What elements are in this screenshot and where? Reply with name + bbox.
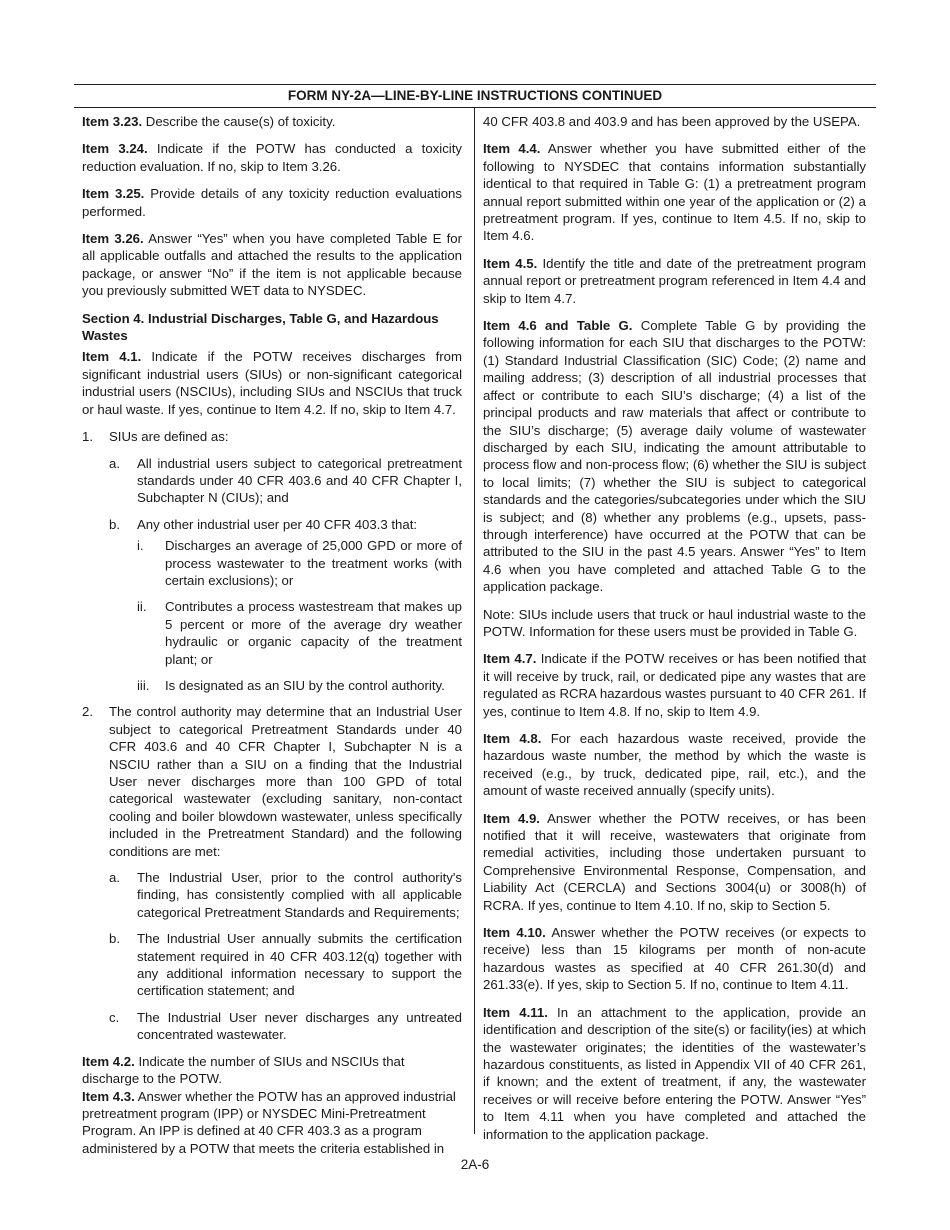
list-item: i. Discharges an average of 25,000 GPD or more of process wastewater to the treatment works (with certain exclusions); or [137, 538, 462, 588]
item-3-24: Item 3.24. Indicate if the POTW has conducted a toxicity reduction evaluation. If no, skip to Item 3.26. [82, 141, 462, 174]
item-4-8: Item 4.8. For each hazardous waste received, provide the hazardous waste number, the method by which the waste is received (e.g., by truck, dedicated pipe, rail, etc.), and the amount of waste received annually (specify units). [483, 731, 867, 799]
item-4-5: Item 4.5. Identify the title and date of the pretreatment program annual report or pretreatment program referenced in Item 4.4 and skip to Item 4.7. [483, 255, 866, 306]
list-item: c. The Industrial User never discharges any untreated concentrated wastewater. [109, 1009, 462, 1043]
list-item: b. Any other industrial user per 40 CFR 403.3 that: [109, 516, 418, 532]
item-3-26: Item 3.26. Answer “Yes” when you have completed Table E for all applicable outfalls and attached the results to the application package, or answer “No” if the item is not applicable because you previously submitted WET data to NYSDEC. [82, 231, 462, 299]
item-4-2: Item 4.2. Indicate the number of SIUs and NSCIUs that discharge to the POTW. [82, 1053, 405, 1087]
item-4-9: Item 4.9. Answer whether the POTW receives, or has been notified that it will receive, wastewaters that originate from remedial activities, including those undertaken pursuant to Comprehensive Environmental Response, Compensation, and Liability Act (CERCLA) and Sections 3004(u) or 3008(h) of RCRA. If yes, continue to Item 4.10. If no, skip to Section 5. [483, 810, 866, 913]
list-item: iii. Is designated as an SIU by the control authority. [137, 677, 445, 693]
right-column [483, 113, 866, 1153]
section-4-heading: Section 4. Industrial Discharges, Table G, and Hazardous Wastes [82, 310, 439, 344]
note: Note: SIUs include users that truck or haul industrial waste to the POTW. Information for these users must be provided in Table G. [483, 606, 866, 639]
page-number: 2A-6 [460, 1157, 490, 1172]
item-3-23: Item 3.23. Describe the cause(s) of toxicity. [82, 114, 336, 129]
item-4-4: Item 4.4. Answer whether you have submitted either of the following to NYSDEC that contains information substantially identical to that required in Table G: (1) a pretreatment program annual report submitted within one year of the application or (2) a pretreatment program. If yes, continue to Item 4.5. If no, skip to Item 4.6. [483, 141, 866, 244]
list-item: 2. The control authority may determine that an Industrial User subject to categorical Pretreatment Standards under 40 CFR 403.6 and 40 CFR Chapter I, Subchapter N is a NSCIU rather than a SIU on a finding that the Industrial User never discharges more than 100 GPD of total categorical wastewater (excluding sanitary, non-contact cooling and boiler blowdown wastewater, unless specifically included in the Pretreatment Standard) and the following conditions are met: [82, 704, 462, 859]
list-item: b. The Industrial User annually submits the certification statement required in 40 CFR 403.12(q) together with any additional information necessary to support the certification statement; and [109, 931, 462, 999]
item-4-1: Item 4.1. Indicate if the POTW receives discharges from significant industrial users (SIUs) or non-significant categorical industrial users (NSCIUs), including SIUs and NSCIUs that truck or haul waste. If yes, continue to Item 4.2. If no, skip to Item 4.7. [82, 349, 462, 417]
list-item: a. All industrial users subject to categorical pretreatment standards under 40 CFR 403.6 and 40 CFR Chapter I, Subchapter N (CIUs); and [109, 455, 462, 506]
item-4-11: Item 4.11. In an attachment to the application, provide an identification and description of the site(s) or facility(ies) at which the wastewater originates; the identities of the wastewater’s hazardous constituents, as listed in Appendix VII of 40 CFR 261, if known; and the extent of treatment, if any, the wastewater receives or will receive before entering the POTW. Answer “Yes” to Item 4.11 when you have completed and attached the information to the application package. [483, 1004, 866, 1142]
list-item: a. The Industrial User, prior to the control authority's finding, has consistently complied with all applicable categorical Pretreatment Standards and Requirements; [109, 870, 462, 920]
item-4-3: Item 4.3. Answer whether the POTW has an approved industrial pretreatment program (IPP) or NYSDEC Mini-Pretreatment Program. An IPP is defined at 40 CFR 403.3 as a program administered by a POTW that meets the criteria established in [82, 1088, 456, 1156]
list-item: 1. SIUs are defined as: [82, 429, 229, 445]
item-4-6: Item 4.6 and Table G. Complete Table G by providing the following information for each SIU that discharges to the POTW: (1) Standard Industrial Classification (SIC) Code; (2) name and mailing address; (3) description of all industrial processes that affect or contribute to each SIU’s discharge; (4) a list of the principal products and raw materials that affect or contribute to the SIU’s discharge; (5) average daily volume of wastewater discharged by each SIU, indicating the amount attributable to process flow and non-process flow; (6) whether the SIU is subject to local limits; (7) whether the SIU is subject to categorical standards and the categories/subcategories under which the SIU is subject; and (8) whether any problems (e.g., upsets, pass-through interference) have occurred at the POTW that can be attributed to the SIU in the past 4.5 years. Answer “Yes” to Item 4.6 when you have completed and attached Table G to the application package. [483, 318, 867, 595]
column-divider [474, 108, 475, 1134]
item-4-10: Item 4.10. Answer whether the POTW receives (or expects to receive) less than 15 kilograms per month of non-acute hazardous wastes as specified at 40 CFR 261.30(d) and 261.33(e). If yes, skip to Section 5. If no, continue to Item 4.11. [483, 925, 866, 993]
list-item: ii. Contributes a process wastestream that makes up 5 percent or more of the average dry weather hydraulic or organic capacity of the treatment plant; or [137, 599, 462, 667]
item-3-25: Item 3.25. Provide details of any toxicity reduction evaluations performed. [82, 186, 462, 219]
item-4-7: Item 4.7. Indicate if the POTW receives or has been notified that it will receive by truck, rail, or dedicated pipe any wastes that are regulated as RCRA hazardous wastes pursuant to 40 CFR 261. If yes, continue to Item 4.8. If no, skip to Item 4.9. [483, 651, 867, 719]
item-4-3-continued: 40 CFR 403.8 and 403.9 and has been approved by the USEPA. [483, 114, 861, 129]
page-title: FORM NY-2A—LINE-BY-LINE INSTRUCTIONS CONTINUED [74, 84, 876, 108]
left-column [82, 113, 462, 1157]
